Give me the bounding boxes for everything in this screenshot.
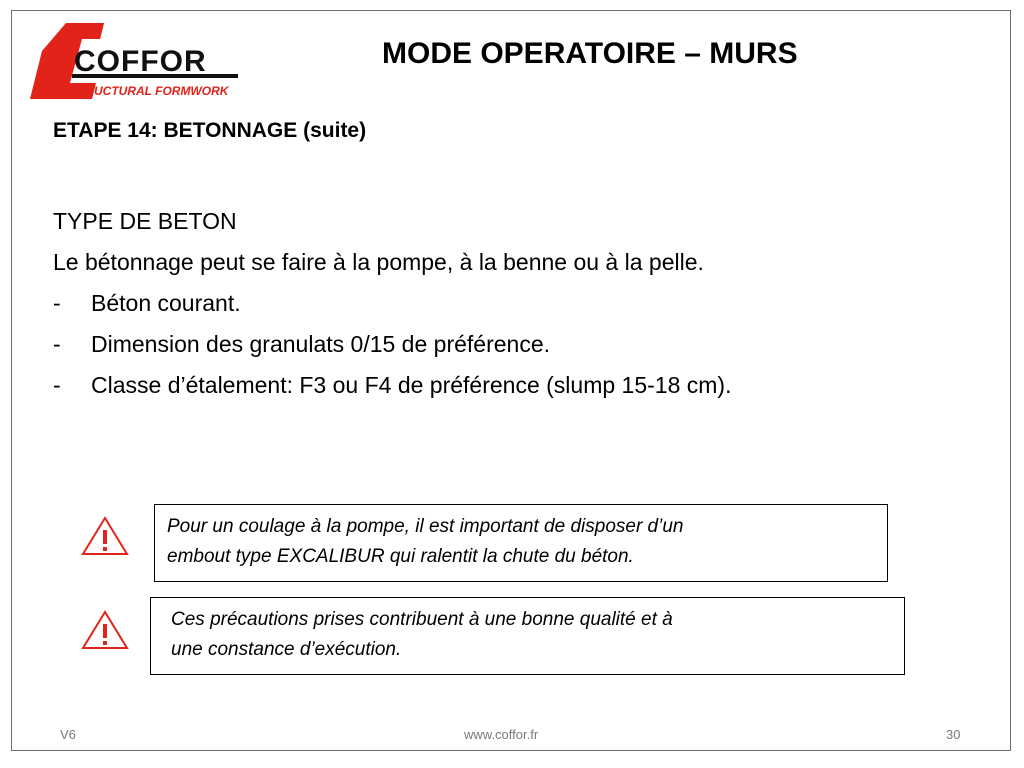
bullet-marker: - [53,331,61,357]
note-line: Ces précautions prises contribuent à une bonne qualité et à [171,609,673,630]
coffor-logo [26,21,242,101]
list-item [53,283,731,324]
bullet-text: Béton courant. [91,290,241,316]
warning-triangle-icon [80,515,130,557]
note-box-pump [154,504,888,582]
list-item [53,324,731,365]
slide [11,10,1011,751]
bullet-text: Dimension des granulats 0/15 de préférence. [91,331,551,357]
bullet-text: Classe d’étalement: F3 ou F4 de préférence (slump 15-18 cm). [91,372,732,398]
footer-page-number: 30 [946,727,961,742]
footer-version: V6 [60,727,76,742]
note-line: embout type EXCALIBUR qui ralentit la chute du béton. [167,546,634,567]
bullet-marker: - [53,290,61,316]
step-title: ETAPE 14: BETONNAGE (suite) [53,119,367,142]
bullet-marker: - [53,372,61,398]
note-line: Pour un coulage à la pompe, il est important de disposer d’un [167,516,684,537]
note-line: une constance d’exécution. [171,639,402,660]
section-heading: TYPE DE BETON [53,208,237,234]
note-box-precautions [150,597,905,675]
page-title: MODE OPERATOIRE – MURS [382,37,798,70]
warning-triangle-icon [80,609,130,651]
body-text [53,201,731,406]
logo-tagline-text: STRUCTURAL FORMWORK [70,84,229,98]
logo-brand-text: COFFOR [74,45,207,78]
footer-website: www.coffor.fr [464,727,539,742]
list-item [53,365,731,406]
intro-paragraph: Le bétonnage peut se faire à la pompe, à la benne ou à la pelle. [53,249,704,275]
